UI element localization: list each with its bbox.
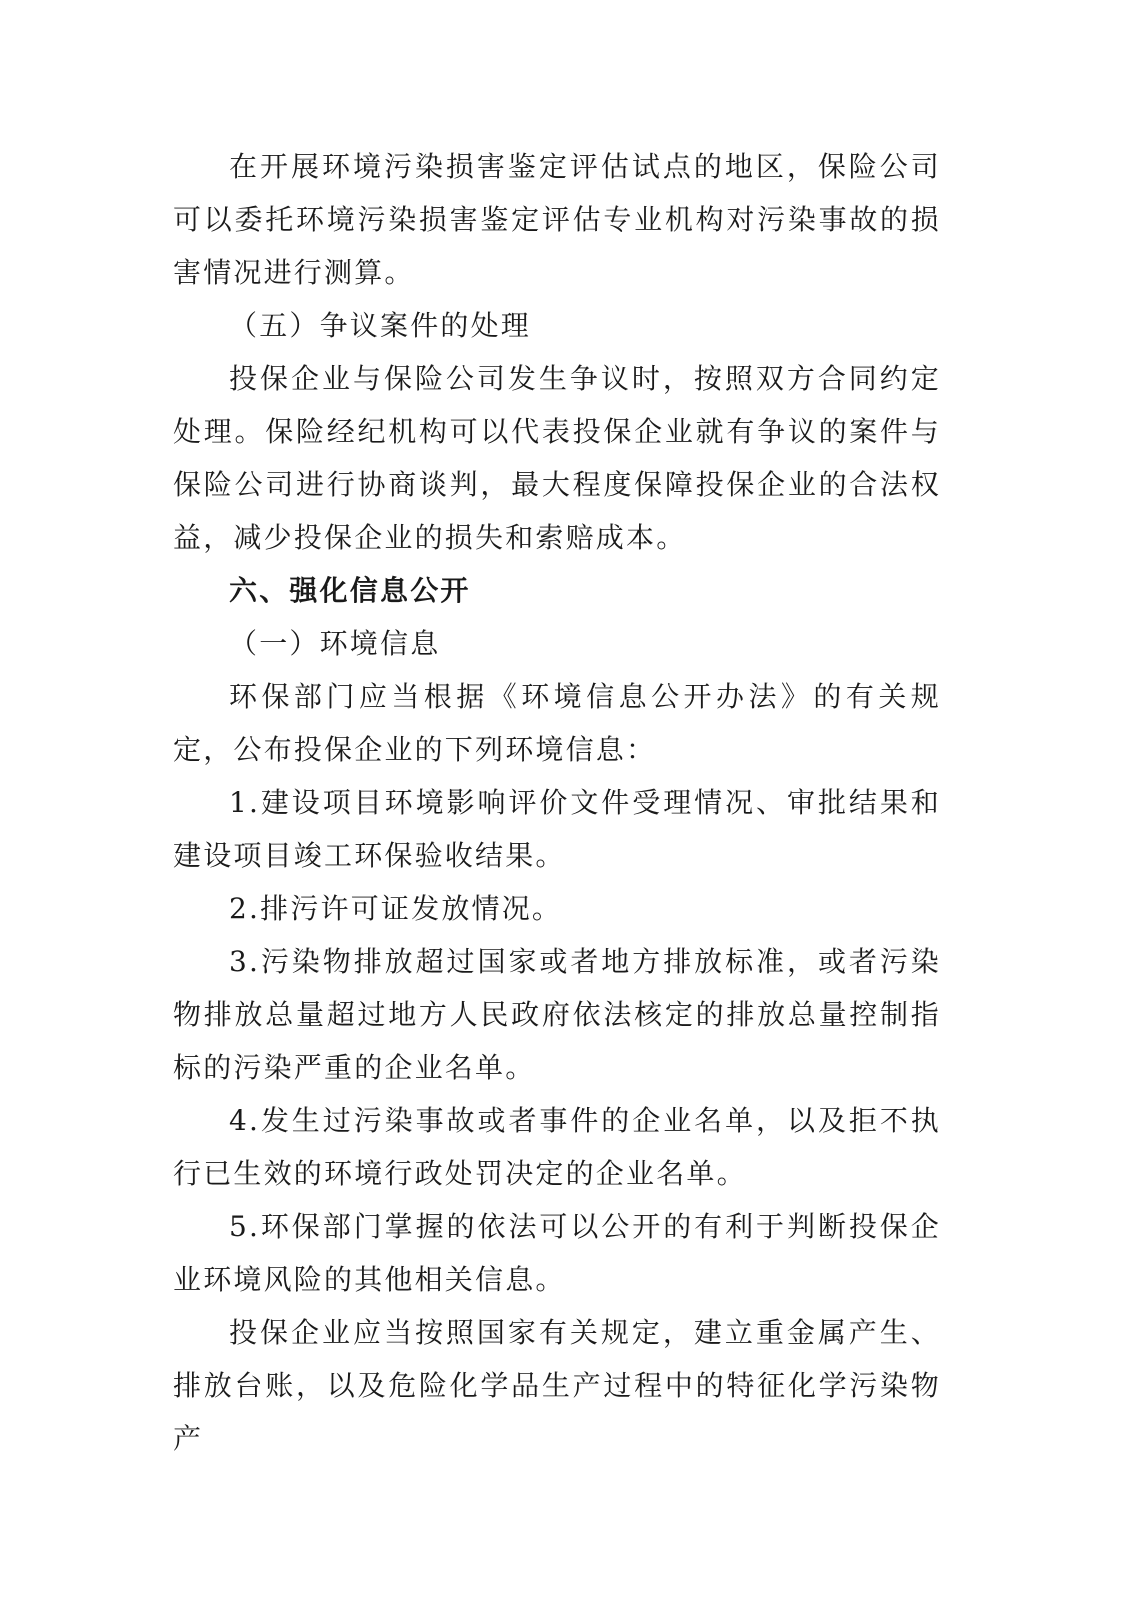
list-item-3: 3.污染物排放超过国家或者地方排放标准，或者污染物排放总量超过地方人民政府依法核定的排放总量控制指标的污染严重的企业名单。 bbox=[173, 945, 941, 1084]
section-heading-information-disclosure: 六、强化信息公开 bbox=[229, 574, 471, 607]
list-item-1: 1.建设项目环境影响评价文件受理情况、审批结果和建设项目竣工环保验收结果。 bbox=[173, 786, 941, 872]
paragraph-disclosure-rule: 环保部门应当根据《环境信息公开办法》的有关规定，公布投保企业的下列环境信息： bbox=[173, 680, 941, 766]
paragraph-ledger: 投保企业应当按照国家有关规定，建立重金属产生、排放台账，以及危险化学品生产过程中的特征化学污染物产 bbox=[173, 1316, 941, 1455]
subheading-dispute-handling: （五）争议案件的处理 bbox=[229, 309, 532, 342]
list-item-5: 5.环保部门掌握的依法可以公开的有利于判断投保企业环境风险的其他相关信息。 bbox=[173, 1210, 941, 1296]
list-item-2: 2.排污许可证发放情况。 bbox=[229, 892, 563, 925]
subheading-environmental-info: （一）环境信息 bbox=[229, 627, 441, 660]
document-page bbox=[173, 140, 941, 1465]
list-item-4: 4.发生过污染事故或者事件的企业名单，以及拒不执行已生效的环境行政处罚决定的企业名单。 bbox=[173, 1104, 941, 1190]
paragraph-dispute: 投保企业与保险公司发生争议时，按照双方合同约定处理。保险经纪机构可以代表投保企业就有争议的案件与保险公司进行协商谈判，最大程度保障投保企业的合法权益，减少投保企业的损失和索赔成本。 bbox=[173, 362, 941, 554]
paragraph-assessment: 在开展环境污染损害鉴定评估试点的地区，保险公司可以委托环境污染损害鉴定评估专业机构对污染事故的损害情况进行测算。 bbox=[173, 150, 941, 289]
